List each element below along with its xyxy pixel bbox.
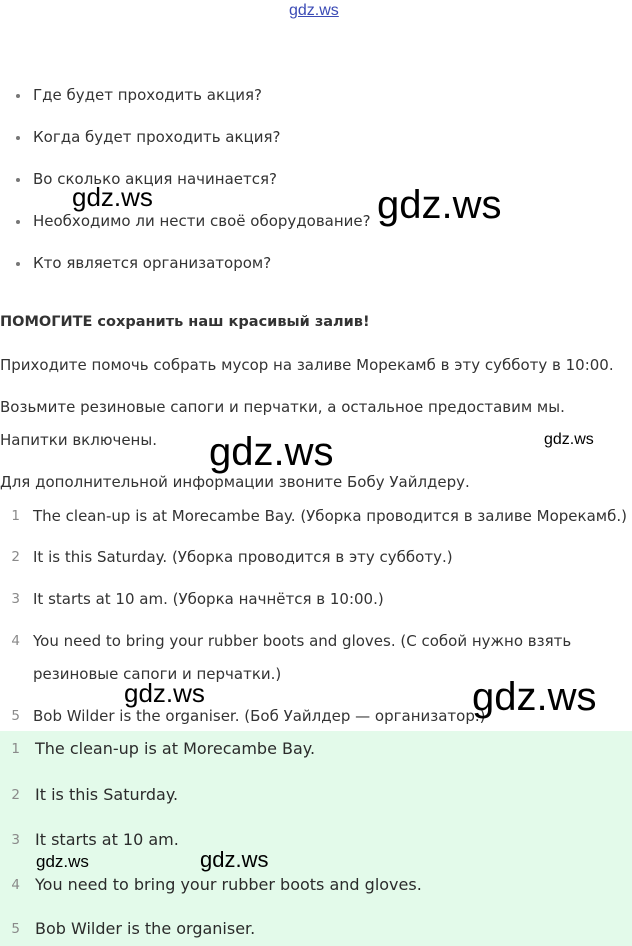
answer-text: It is this Saturday. (Уборка проводится в эту субботу.) — [33, 548, 453, 566]
notice-line: Приходите помочь собрать мусор на заливе Морекамб в эту субботу в 10:00. — [0, 356, 614, 374]
answer-text: The clean-up is at Morecambe Bay. (Уборка проводится в заливе Морекамб.) — [33, 507, 627, 525]
watermark: gdz.ws — [200, 847, 269, 872]
answer-text: You need to bring your rubber boots and gloves. — [35, 875, 422, 894]
notice-line: Возьмите резиновые сапоги и перчатки, а остальное предоставим мы. — [0, 398, 565, 416]
question-text: Где будет проходить акция? — [33, 86, 262, 104]
watermark: gdz.ws — [472, 675, 597, 719]
watermark: gdz.ws — [544, 431, 594, 448]
item-number: 3 — [11, 591, 20, 607]
answer-text: Bob Wilder is the organiser. — [35, 919, 256, 938]
item-number: 2 — [11, 787, 20, 803]
item-number: 1 — [11, 508, 20, 524]
notice-line: Для дополнительной информации звоните Бобу Уайлдеру. — [0, 473, 470, 491]
answer-text-continued: резиновые сапоги и перчатки.) — [33, 665, 282, 683]
answer-text: It starts at 10 am. — [35, 830, 179, 849]
item-number: 1 — [11, 741, 20, 757]
watermark-link[interactable]: gdz.ws — [289, 2, 339, 19]
question-text: Во сколько акция начинается? — [33, 170, 277, 188]
watermark: gdz.ws — [377, 183, 502, 227]
answer-text: Bob Wilder is the organiser. (Боб Уайлдер — организатор.) — [33, 707, 486, 725]
answer-text: The clean-up is at Morecambe Bay. — [35, 739, 316, 758]
answer-text: It starts at 10 am. (Уборка начнётся в 10:00.) — [33, 590, 384, 608]
question-text: Необходимо ли нести своё оборудование? — [33, 212, 371, 230]
notice-line: Напитки включены. — [0, 431, 157, 449]
item-number: 2 — [11, 549, 20, 565]
bullet-icon — [16, 220, 20, 224]
question-text: Кто является организатором? — [33, 254, 272, 272]
bullet-icon — [16, 136, 20, 140]
answer-text: You need to bring your rubber boots and gloves. (С собой нужно взять — [33, 632, 572, 650]
answer-text: It is this Saturday. — [35, 785, 179, 804]
watermark: gdz.ws — [209, 430, 334, 474]
bullet-icon — [16, 178, 20, 182]
question-text: Когда будет проходить акция? — [33, 128, 281, 146]
watermark: gdz.ws — [36, 852, 89, 871]
notice-title: ПОМОГИТЕ сохранить наш красивый залив! — [0, 314, 370, 330]
answer-block — [0, 731, 632, 946]
item-number: 4 — [11, 877, 20, 893]
bullet-icon — [16, 262, 20, 266]
item-number: 5 — [11, 921, 20, 937]
watermark: gdz.ws — [72, 182, 153, 212]
bullet-icon — [16, 94, 20, 98]
item-number: 4 — [11, 633, 20, 649]
item-number: 5 — [11, 708, 20, 724]
watermark: gdz.ws — [124, 678, 205, 708]
item-number: 3 — [11, 832, 20, 848]
